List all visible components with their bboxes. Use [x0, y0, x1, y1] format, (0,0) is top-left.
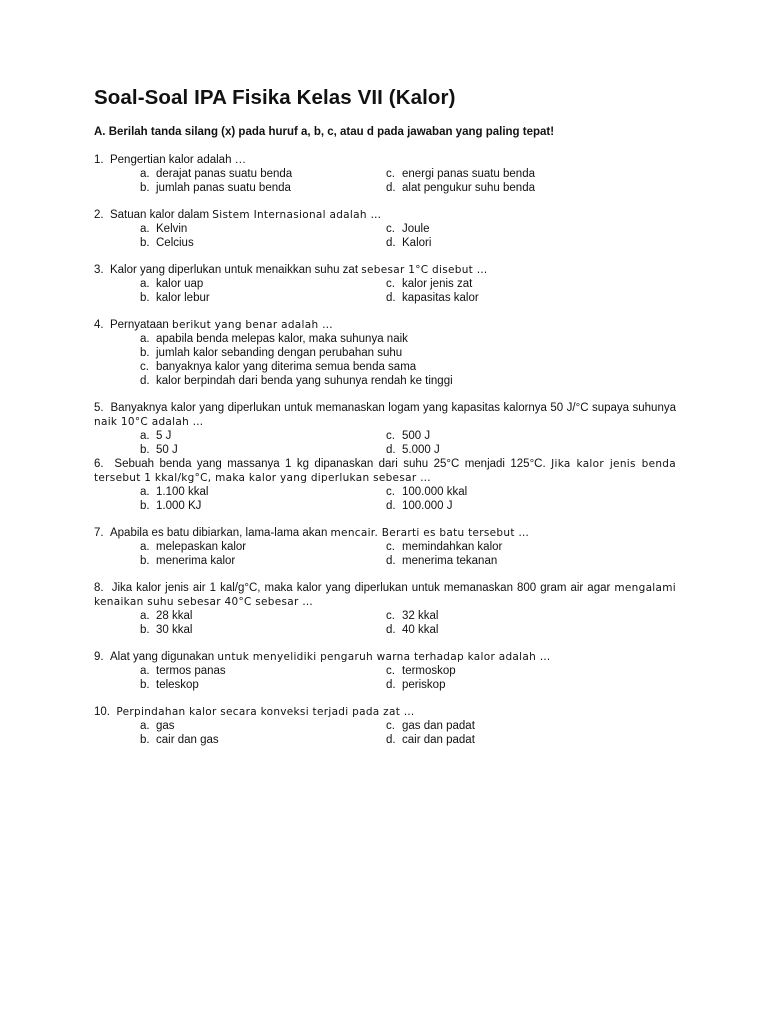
- option-text: kapasitas kalor: [402, 292, 479, 304]
- option-text: energi panas suatu benda: [402, 168, 535, 180]
- answer-option[interactable]: [386, 664, 686, 678]
- answer-option[interactable]: [140, 443, 386, 457]
- answer-option[interactable]: [140, 664, 386, 678]
- answer-options: [94, 277, 676, 305]
- question-stem: [94, 208, 676, 222]
- option-text: Kalori: [402, 237, 432, 249]
- question-item: [94, 705, 676, 747]
- answer-option[interactable]: [140, 554, 386, 568]
- option-letter: c.: [386, 278, 395, 290]
- answer-option[interactable]: [386, 623, 686, 637]
- option-letter: a.: [140, 665, 150, 677]
- question-stem: [94, 318, 676, 332]
- option-text: gas: [156, 720, 175, 732]
- question-number: 2.: [94, 209, 104, 221]
- question-stem: [94, 526, 676, 540]
- option-text: cair dan padat: [402, 734, 475, 746]
- question-number: 4.: [94, 319, 104, 331]
- option-text: 5 J: [156, 430, 172, 442]
- question-text-continued: berikut yang benar adalah …: [172, 319, 333, 331]
- option-letter: a.: [140, 541, 150, 553]
- option-letter: d.: [386, 734, 396, 746]
- option-text: 40 kkal: [402, 624, 439, 636]
- option-letter: d.: [140, 375, 150, 387]
- option-text: kalor lebur: [156, 292, 210, 304]
- answer-option[interactable]: [386, 499, 686, 513]
- question-item: [94, 581, 676, 637]
- option-text: 100.000 J: [402, 500, 453, 512]
- question-number: 8.: [94, 582, 104, 594]
- answer-option[interactable]: [140, 360, 676, 374]
- instruction-text: A. Berilah tanda silang (x) pada huruf a, b, c, atau d pada jawaban yang paling tepat!: [94, 126, 555, 138]
- answer-option[interactable]: [140, 719, 386, 733]
- option-text: jumlah panas suatu benda: [156, 182, 291, 194]
- answer-option[interactable]: [140, 540, 386, 554]
- question-number: 10.: [94, 706, 110, 718]
- option-text: kalor berpindah dari benda yang suhunya rendah ke tinggi: [156, 375, 453, 387]
- option-letter: a.: [140, 223, 150, 235]
- option-letter: b.: [140, 292, 150, 304]
- question-item: [94, 401, 676, 457]
- option-text: termoskop: [402, 665, 456, 677]
- question-text: Pengertian kalor adalah …: [109, 154, 247, 166]
- answer-option[interactable]: [386, 222, 686, 236]
- answer-option[interactable]: [140, 374, 676, 388]
- answer-option[interactable]: [386, 277, 686, 291]
- option-text: jumlah kalor sebanding dengan perubahan suhu: [156, 347, 403, 359]
- question-item: [94, 650, 676, 692]
- answer-option[interactable]: [140, 181, 386, 195]
- option-text: derajat panas suatu benda: [156, 168, 293, 180]
- question-text: Banyaknya kalor yang diperlukan untuk memanaskan logam yang kapasitas kalornya 50 J/°C supaya suhunya: [110, 402, 676, 414]
- option-letter: d.: [386, 500, 396, 512]
- option-text: 30 kkal: [156, 624, 193, 636]
- option-letter: d.: [386, 679, 396, 691]
- option-text: 50 J: [156, 444, 178, 456]
- option-letter: d.: [386, 444, 396, 456]
- option-text: 1.100 kkal: [156, 486, 209, 498]
- option-text: termos panas: [156, 665, 226, 677]
- option-letter: d.: [386, 237, 396, 249]
- answer-options: [94, 167, 676, 195]
- option-letter: b.: [140, 444, 150, 456]
- question-text-continued: Sistem Internasional adalah …: [212, 209, 382, 221]
- answer-option[interactable]: [140, 291, 386, 305]
- option-text: Celcius: [156, 237, 194, 249]
- answer-options: [94, 719, 676, 747]
- question-number: 5.: [94, 402, 104, 414]
- answer-options: [94, 540, 676, 568]
- question-stem: [94, 263, 676, 277]
- answer-option[interactable]: [140, 609, 386, 623]
- question-item: [94, 457, 676, 513]
- answer-option[interactable]: [140, 346, 676, 360]
- option-text: alat pengukur suhu benda: [402, 182, 535, 194]
- question-item: [94, 526, 676, 568]
- answer-option[interactable]: [140, 429, 386, 443]
- question-number: 6.: [94, 458, 104, 470]
- question-text-continued: mencair. Berarti es batu tersebut …: [330, 527, 530, 539]
- option-letter: b.: [140, 624, 150, 636]
- question-item: [94, 263, 676, 305]
- answer-option[interactable]: [386, 733, 686, 747]
- option-letter: d.: [386, 182, 396, 194]
- question-number: 7.: [94, 527, 104, 539]
- answer-options: [94, 485, 676, 513]
- answer-option[interactable]: [386, 181, 686, 195]
- option-text: Joule: [402, 223, 430, 235]
- question-text: Satuan kalor dalam: [109, 209, 213, 221]
- option-text: 1.000 KJ: [156, 500, 202, 512]
- option-text: menerima kalor: [156, 555, 236, 567]
- option-letter: b.: [140, 500, 150, 512]
- answer-option[interactable]: [386, 291, 686, 305]
- option-letter: a.: [140, 720, 150, 732]
- answer-option[interactable]: [140, 332, 676, 346]
- option-text: teleskop: [156, 679, 199, 691]
- question-item: [94, 153, 676, 195]
- answer-option[interactable]: [386, 485, 686, 499]
- option-letter: a.: [140, 610, 150, 622]
- option-letter: a.: [140, 333, 150, 345]
- option-letter: d.: [386, 624, 396, 636]
- question-number: 3.: [94, 264, 104, 276]
- option-text: melepaskan kalor: [156, 541, 247, 553]
- answer-options: [94, 332, 676, 388]
- answer-options: [94, 222, 676, 250]
- option-text: 5.000 J: [402, 444, 440, 456]
- answer-option[interactable]: [140, 499, 386, 513]
- answer-option[interactable]: [140, 277, 386, 291]
- answer-option[interactable]: [386, 540, 686, 554]
- question-stem: [94, 457, 676, 485]
- option-letter: d.: [386, 555, 396, 567]
- answer-option[interactable]: [386, 678, 686, 692]
- answer-option[interactable]: [386, 554, 686, 568]
- question-stem: [94, 581, 676, 609]
- answer-options: [94, 429, 676, 457]
- question-text-continued: untuk menyelidiki pengaruh warna terhadap kalor adalah …: [217, 651, 551, 663]
- option-letter: c.: [386, 541, 395, 553]
- question-stem: [94, 705, 676, 719]
- option-text: Kelvin: [156, 223, 188, 235]
- page-title: Soal-Soal IPA Fisika Kelas VII (Kalor): [94, 86, 456, 109]
- answer-option[interactable]: [386, 719, 686, 733]
- option-letter: a.: [140, 486, 150, 498]
- option-text: menerima tekanan: [402, 555, 498, 567]
- question-item: [94, 208, 676, 250]
- question-text-continued: Perpindahan kalor secara konveksi terjadi pada zat …: [116, 706, 415, 718]
- option-text: cair dan gas: [156, 734, 219, 746]
- option-text: 28 kkal: [156, 610, 193, 622]
- question-text: Jika kalor jenis air 1 kal/g°C, maka kalor yang diperlukan untuk memanaskan 800 gram air agar: [111, 582, 615, 594]
- question-item: [94, 318, 676, 388]
- option-letter: c.: [386, 223, 395, 235]
- question-text-continued: naik 10°C adalah …: [94, 416, 204, 428]
- option-letter: b.: [140, 182, 150, 194]
- option-letter: b.: [140, 347, 150, 359]
- option-letter: c.: [386, 430, 395, 442]
- answer-option[interactable]: [386, 429, 686, 443]
- option-letter: c.: [386, 486, 395, 498]
- option-letter: c.: [386, 168, 395, 180]
- question-list: [94, 153, 676, 747]
- question-stem: [94, 401, 676, 429]
- option-letter: b.: [140, 679, 150, 691]
- option-letter: a.: [140, 168, 150, 180]
- option-text: gas dan padat: [402, 720, 475, 732]
- question-text: Alat yang digunakan: [109, 651, 218, 663]
- answer-options: [94, 664, 676, 692]
- option-letter: c.: [386, 665, 395, 677]
- question-text-continued: mengalami kenaikan suhu sebesar 40°C sebesar …: [94, 582, 676, 608]
- option-text: kalor jenis zat: [402, 278, 473, 290]
- option-letter: c.: [386, 720, 395, 732]
- option-text: memindahkan kalor: [402, 541, 503, 553]
- option-text: 500 J: [402, 430, 431, 442]
- question-stem: [94, 153, 676, 167]
- option-letter: c.: [140, 361, 149, 373]
- option-text: 32 kkal: [402, 610, 439, 622]
- option-letter: c.: [386, 610, 395, 622]
- option-letter: a.: [140, 430, 150, 442]
- option-text: periskop: [402, 679, 446, 691]
- question-text-continued: sebesar 1°C disebut …: [361, 264, 488, 276]
- answer-option[interactable]: [140, 222, 386, 236]
- option-text: banyaknya kalor yang diterima semua benda sama: [156, 361, 417, 373]
- document-page: [94, 86, 676, 760]
- answer-option[interactable]: [140, 167, 386, 181]
- answer-option[interactable]: [140, 236, 386, 250]
- question-text: Kalor yang diperlukan untuk menaikkan suhu zat: [109, 264, 362, 276]
- question-text: Apabila es batu dibiarkan, lama-lama akan: [109, 527, 331, 539]
- answer-option[interactable]: [140, 485, 386, 499]
- answer-option[interactable]: [140, 678, 386, 692]
- answer-option[interactable]: [140, 623, 386, 637]
- option-text: kalor uap: [156, 278, 204, 290]
- question-number: 9.: [94, 651, 104, 663]
- question-number: 1.: [94, 154, 104, 166]
- question-text-continued: Jika kalor jenis benda tersebut 1 kkal/kg°C, maka kalor yang diperlukan sebesar …: [94, 458, 676, 484]
- answer-option[interactable]: [386, 167, 686, 181]
- answer-option[interactable]: [386, 609, 686, 623]
- answer-option[interactable]: [386, 443, 686, 457]
- answer-option[interactable]: [386, 236, 686, 250]
- answer-options: [94, 609, 676, 637]
- question-stem: [94, 650, 676, 664]
- answer-option[interactable]: [140, 733, 386, 747]
- option-letter: b.: [140, 555, 150, 567]
- option-letter: b.: [140, 734, 150, 746]
- option-text: 100.000 kkal: [402, 486, 468, 498]
- question-text: Sebuah benda yang massanya 1 kg dipanaskan dari suhu 25°C menjadi 125°C.: [114, 458, 552, 470]
- question-text: Pernyataan: [109, 319, 172, 331]
- option-letter: a.: [140, 278, 150, 290]
- option-text: apabila benda melepas kalor, maka suhunya naik: [156, 333, 408, 345]
- option-letter: b.: [140, 237, 150, 249]
- option-letter: d.: [386, 292, 396, 304]
